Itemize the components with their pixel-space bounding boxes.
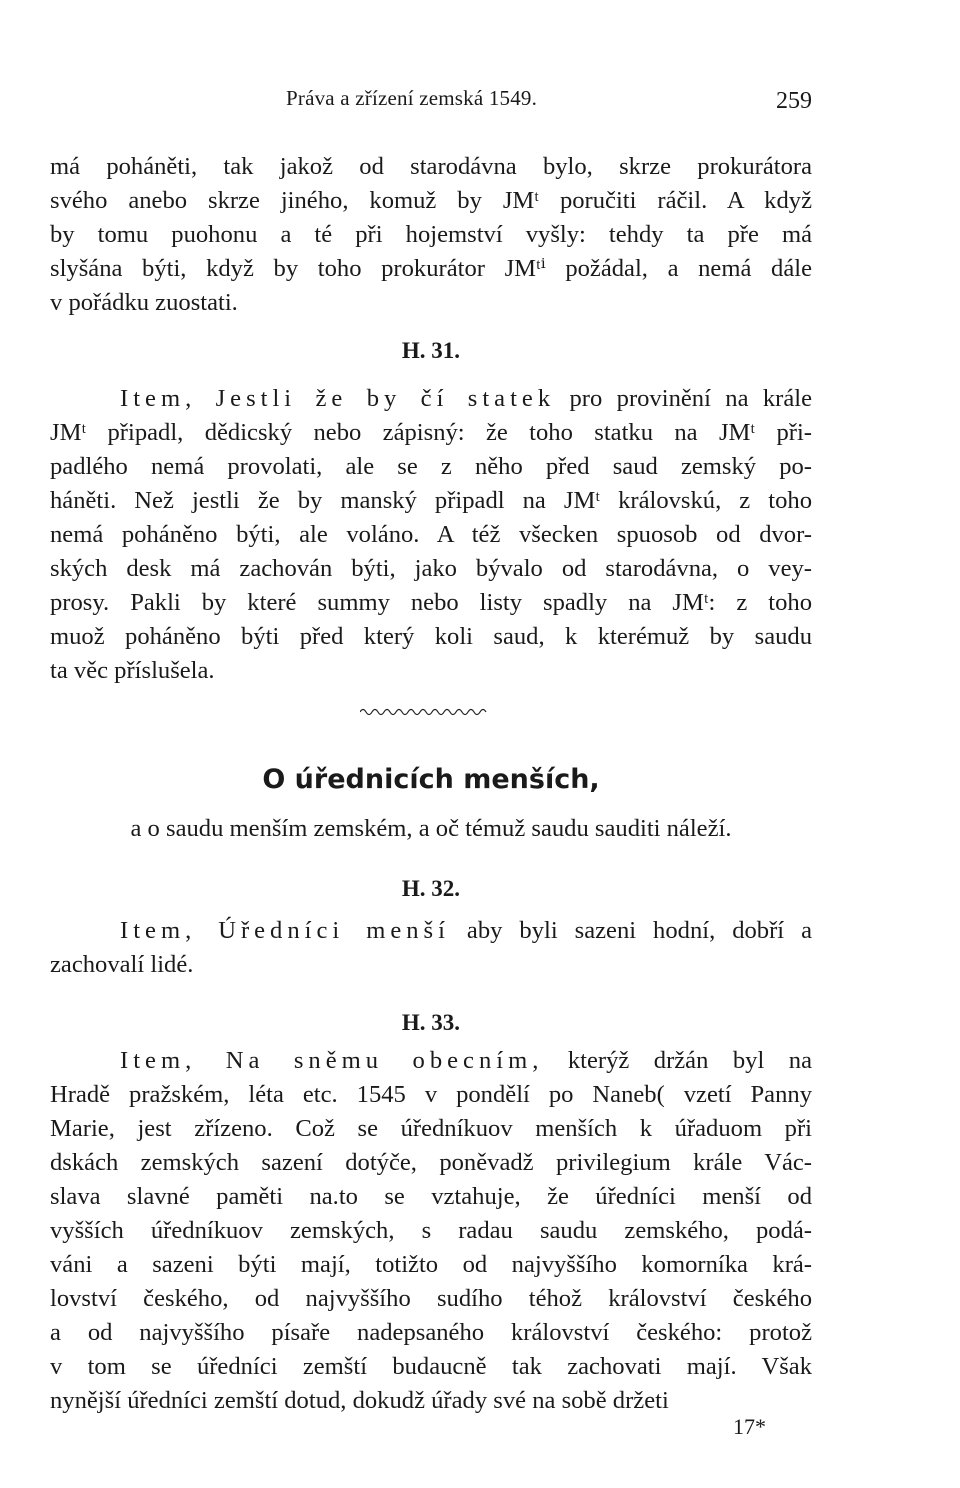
text-line: v pořádku zuostati.	[50, 289, 238, 316]
line-text: kterýž držán byl na	[543, 1047, 812, 1074]
text-line	[50, 586, 812, 620]
text-line	[50, 1384, 812, 1418]
text-line	[50, 1316, 812, 1350]
line-text: ských desk má zachován býti, jako bývalo od starodávna, o vey-	[50, 555, 812, 582]
text-line	[50, 1180, 812, 1214]
spaced-lead-text: Item, Na sněmu obecním,	[120, 1047, 544, 1074]
line-text: dskách zemských sazení dotýče, poněvadž privilegium krále Vác-	[50, 1149, 812, 1176]
line-text: pro provinění na krále	[555, 385, 812, 412]
paragraph-article-31	[50, 382, 812, 688]
text-line	[50, 1214, 812, 1248]
text-line	[50, 416, 812, 450]
line-text: vyšších úředníkuov zemských, s radau saudu zemského, podá-	[50, 1217, 812, 1244]
paragraph-article-33	[50, 1044, 812, 1418]
line-text: háněti. Než jestli že by manský připadl na JMᵗ královskú, z toho	[50, 487, 812, 514]
line-text: Hradě pražském, léta etc. 1545 v pondělí po Naneb( vzetí Panny	[50, 1081, 812, 1108]
line-text: prosy. Pakli by které summy nebo listy spadly na JMᵗ: z toho	[50, 589, 812, 616]
line-text: ta věc příslušela.	[50, 657, 215, 684]
line-text: aby byli sazeni hodní, dobří a	[449, 917, 812, 944]
line-text: Marie, jest zřízeno. Což se úředníkuov menších k úřaduom při	[50, 1115, 812, 1142]
text-line	[50, 1146, 812, 1180]
article-heading-33: H. 33.	[401, 1010, 461, 1035]
line-text: nemá poháněno býti, ale voláno. A též všecken spuosob od dvor-	[50, 521, 812, 548]
line-text: JMᵗ připadl, dědicský nebo zápisný: že toho statku na JMᵗ při-	[50, 419, 812, 446]
text-line: svého anebo skrze jiného, komuž by JMᵗ poručiti ráčil. A když	[50, 187, 812, 214]
section-subtitle: a o saudu menším zemském, a oč témuž saudu sauditi náleží.	[130, 815, 732, 842]
text-line	[50, 518, 812, 552]
line-text: padlého nemá provolati, ale se z něho před saud zemský po-	[50, 453, 812, 480]
text-line	[50, 620, 812, 654]
text-line: by tomu puohonu a té při hojemství vyšly: tehdy ta pře má	[50, 221, 812, 248]
text-line	[50, 552, 812, 586]
line-text: váni a sazeni býti mají, totižto od najvyššího komorníka krá-	[50, 1251, 812, 1278]
text-line	[50, 450, 812, 484]
spaced-lead-text: Item, Jestli že by čí statek	[120, 385, 556, 412]
ornamental-divider	[360, 706, 490, 718]
section-title: O úřednicích menších,	[262, 764, 600, 795]
text-line	[50, 1248, 812, 1282]
article-heading-31: H. 31.	[401, 338, 461, 363]
text-line	[50, 1350, 812, 1384]
paragraph-intro	[50, 150, 812, 320]
running-head	[50, 86, 812, 116]
page-number: 259	[776, 88, 812, 114]
spaced-lead-text: Item, Úředníci menší	[120, 917, 450, 944]
text-line: má poháněti, tak jakož od starodávna bylo, skrze prokurátora	[50, 153, 812, 180]
article-heading-32: H. 32.	[401, 876, 461, 901]
line-text: v tom se úředníci zemští budaucně tak zachovati mají. Však	[50, 1353, 812, 1380]
text-line	[50, 1078, 812, 1112]
text-line: slyšána býti, když by toho prokurátor JMᵗⁱ požádal, a nemá dále	[50, 255, 812, 282]
text-line	[50, 1282, 812, 1316]
line-text: muož poháněno býti před který koli saud, k kterémuž by saudu	[50, 623, 812, 650]
line-text: nynější úředníci zemští dotud, dokudž úřady své na sobě držeti	[50, 1387, 669, 1414]
running-head-title: Práva a zřízení zemská 1549.	[286, 86, 538, 110]
text-line	[50, 654, 812, 688]
text-line	[50, 914, 812, 948]
line-text: lovství českého, od najvyššího sudího téhož království českého	[50, 1285, 812, 1312]
text-line	[50, 1112, 812, 1146]
paragraph-article-32	[50, 914, 812, 982]
book-page	[50, 0, 812, 1488]
text-line	[50, 484, 812, 518]
line-text: slava slavné paměti na.to se vztahuje, že úředníci menší od	[50, 1183, 812, 1210]
text-line	[50, 382, 812, 416]
printer-signature: 17*	[733, 1414, 766, 1439]
line-text: a od najvyššího písaře nadepsaného království českého: protož	[50, 1319, 812, 1346]
text-line	[50, 948, 812, 982]
line-text: zachovalí lidé.	[50, 951, 194, 978]
text-line	[50, 1044, 812, 1078]
